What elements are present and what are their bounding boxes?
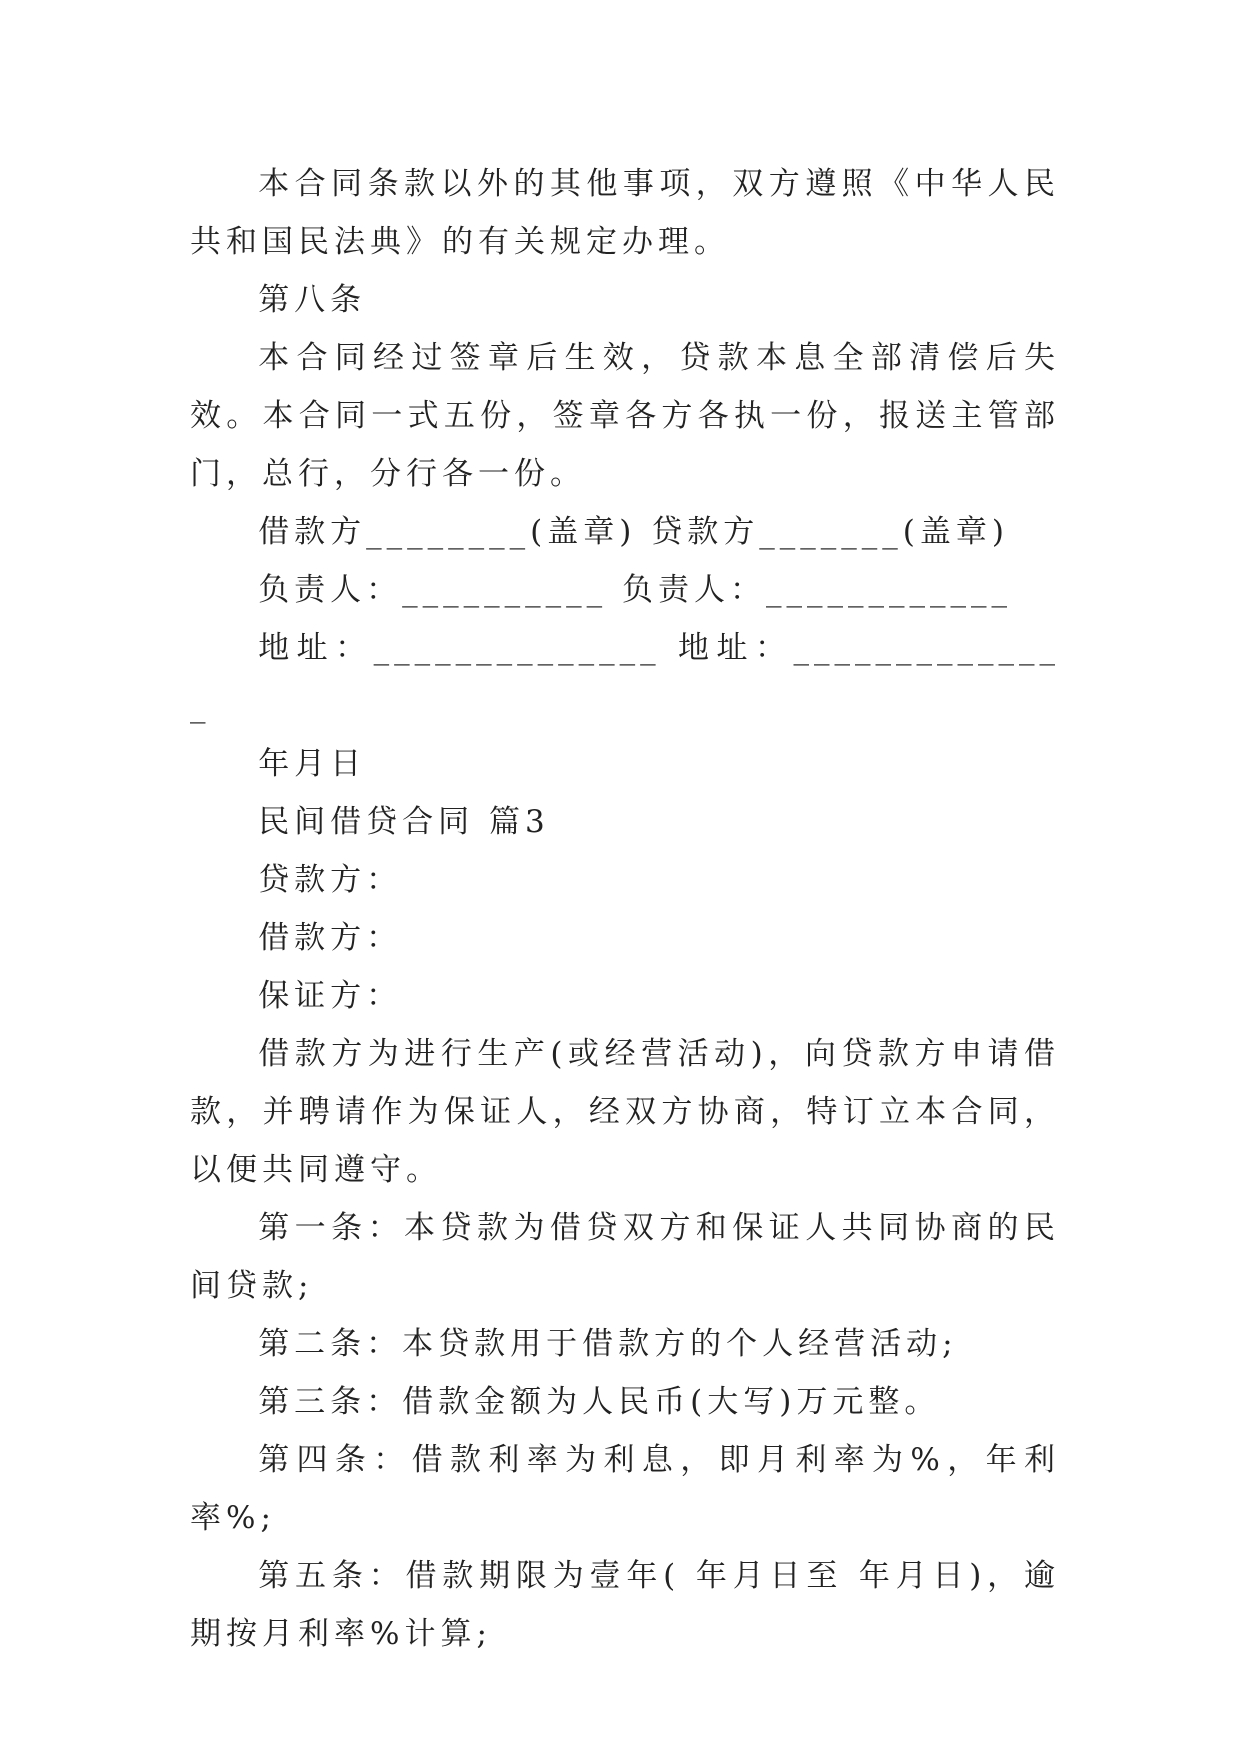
article-heading-eight: 第八条 bbox=[258, 282, 367, 318]
party-borrower: 借款方： bbox=[258, 920, 403, 956]
signature-line-parties: 借款方________(盖章) 贷款方_______(盖章) bbox=[258, 514, 1009, 550]
date-line: 年月日 bbox=[258, 746, 367, 782]
article-three: 第三条：借款金额为人民币(大写)万元整。 bbox=[258, 1384, 941, 1420]
paragraph-preamble: 借款方为进行生产(或经营活动)，向贷款方申请借款，并聘请作为保证人，经双方协商，特订立本合同，以便共同遵守。 bbox=[190, 1036, 1060, 1188]
article-one: 第一条：本贷款为借贷双方和保证人共同协商的民间贷款; bbox=[190, 1210, 1060, 1304]
paragraph-other-matters: 本合同条款以外的其他事项，双方遵照《中华人民共和国民法典》的有关规定办理。 bbox=[190, 166, 1060, 260]
article-five: 第五条：借款期限为壹年( 年月日至 年月日)，逾期按月利率%计算; bbox=[190, 1558, 1060, 1652]
document-body bbox=[190, 155, 1060, 1663]
signature-line-responsible: 负责人：__________ 负责人：____________ bbox=[258, 572, 1013, 608]
contract-title: 民间借贷合同 篇3 bbox=[258, 804, 550, 840]
article-two: 第二条：本贷款用于借款方的个人经营活动; bbox=[258, 1326, 958, 1362]
party-lender: 贷款方： bbox=[258, 862, 403, 898]
signature-line-address: 地址：______________ 地址：______________ bbox=[190, 630, 1060, 724]
paragraph-effectiveness: 本合同经过签章后生效，贷款本息全部清偿后失效。本合同一式五份，签章各方各执一份，报送主管部门，总行，分行各一份。 bbox=[190, 340, 1060, 492]
article-four: 第四条：借款利率为利息，即月利率为%，年利率%; bbox=[190, 1442, 1060, 1536]
party-guarantor: 保证方： bbox=[258, 978, 403, 1014]
